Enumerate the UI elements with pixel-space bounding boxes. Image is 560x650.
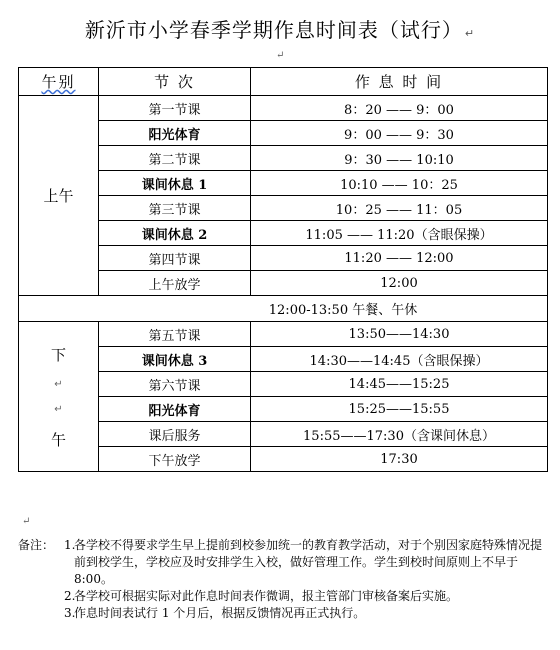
lunch-text: 12:00-13:50 午餐、午休 [19, 296, 548, 322]
table-row [19, 271, 548, 296]
table-row [19, 246, 548, 271]
anchor-mark: ↵ [22, 516, 31, 527]
note-text: 各学校可根据实际对此作息时间表作微调，报主管部门审核备案后实施。 [74, 589, 459, 603]
schedule-table [18, 67, 548, 472]
note-item [64, 605, 550, 622]
row-item: 第三节课 [99, 196, 251, 221]
row-item: 上午放学 [99, 271, 251, 296]
row-item: 第四节课 [99, 246, 251, 271]
row-time: 14:45——15:25 [251, 372, 548, 397]
row-time: 10:10 —— 10：25 [251, 171, 548, 196]
row-time: 15:25——15:55 [251, 397, 548, 422]
afternoon-label-stack [19, 344, 98, 450]
lunch-row [19, 296, 548, 322]
note-number: 3. [64, 606, 76, 620]
afternoon-label-top: 下 [50, 345, 66, 364]
row-item: 课间休息 1 [99, 171, 251, 196]
note-item [64, 537, 550, 588]
row-item: 第六节课 [99, 372, 251, 397]
row-time: 14:30——14:45（含眼保操） [251, 347, 548, 372]
table-row [19, 422, 548, 447]
table-row [19, 447, 548, 472]
row-time: 11:20 —— 12:00 [251, 246, 548, 271]
row-item: 第一节课 [99, 96, 251, 121]
header-item: 节 次 [99, 68, 251, 96]
row-item: 第二节课 [99, 146, 251, 171]
row-time: 8：20 —— 9：00 [251, 96, 548, 121]
row-item: 第五节课 [99, 322, 251, 347]
note-number: 2. [64, 589, 76, 603]
row-time: 9：00 —— 9：30 [251, 121, 548, 146]
row-item: 课间休息 2 [99, 221, 251, 246]
notes-body [64, 537, 550, 622]
paragraph-mark: ↵ [54, 378, 63, 390]
notes-section [18, 537, 550, 622]
table-row [19, 397, 548, 422]
anchor-mark: ↵ [276, 50, 285, 61]
title-text: 新沂市小学春季学期作息时间表（试行） [84, 18, 463, 42]
row-time: 17:30 [251, 447, 548, 472]
row-item: 课间休息 3 [99, 347, 251, 372]
row-time: 11:05 —— 11:20（含眼保操） [251, 221, 548, 246]
table-row [19, 146, 548, 171]
table-row [19, 221, 548, 246]
row-time: 15:55——17:30（含课间休息） [251, 422, 548, 447]
row-time: 13:50——14:30 [251, 322, 548, 347]
note-number: 1. [64, 538, 76, 552]
afternoon-label [19, 322, 99, 472]
note-item [64, 588, 550, 605]
afternoon-label-bottom: 午 [50, 430, 66, 449]
table-row [19, 322, 548, 347]
row-time: 10：25 —— 11：05 [251, 196, 548, 221]
paragraph-mark: ↵ [464, 27, 476, 40]
header-period [19, 68, 99, 96]
row-item: 阳光体育 [99, 397, 251, 422]
row-item: 课后服务 [99, 422, 251, 447]
morning-label: 上午 [19, 96, 99, 296]
note-text: 各学校不得要求学生早上提前到校参加统一的教育教学活动，对于个别因家庭特殊情况提前到校学生，学校应及时安排学生入校，做好管理工作。学生到校时间原则上不早于 8:00。 [74, 538, 543, 586]
table-row [19, 96, 548, 121]
header-time: 作 息 时 间 [251, 68, 548, 96]
paragraph-mark: ↵ [54, 403, 63, 415]
table-row [19, 121, 548, 146]
note-text: 作息时间表试行 1 个月后，根据反馈情况再正式执行。 [74, 606, 366, 620]
notes-block [18, 537, 550, 622]
page-title [0, 14, 560, 43]
row-item: 阳光体育 [99, 121, 251, 146]
row-time: 12:00 [251, 271, 548, 296]
table-row [19, 372, 548, 397]
table-header-row [19, 68, 548, 96]
row-item: 下午放学 [99, 447, 251, 472]
table-row [19, 347, 548, 372]
header-period-text: 午别 [41, 73, 76, 91]
row-time: 9：30 —— 10:10 [251, 146, 548, 171]
notes-label: 备注： [18, 538, 55, 552]
table-row [19, 171, 548, 196]
table-row [19, 196, 548, 221]
